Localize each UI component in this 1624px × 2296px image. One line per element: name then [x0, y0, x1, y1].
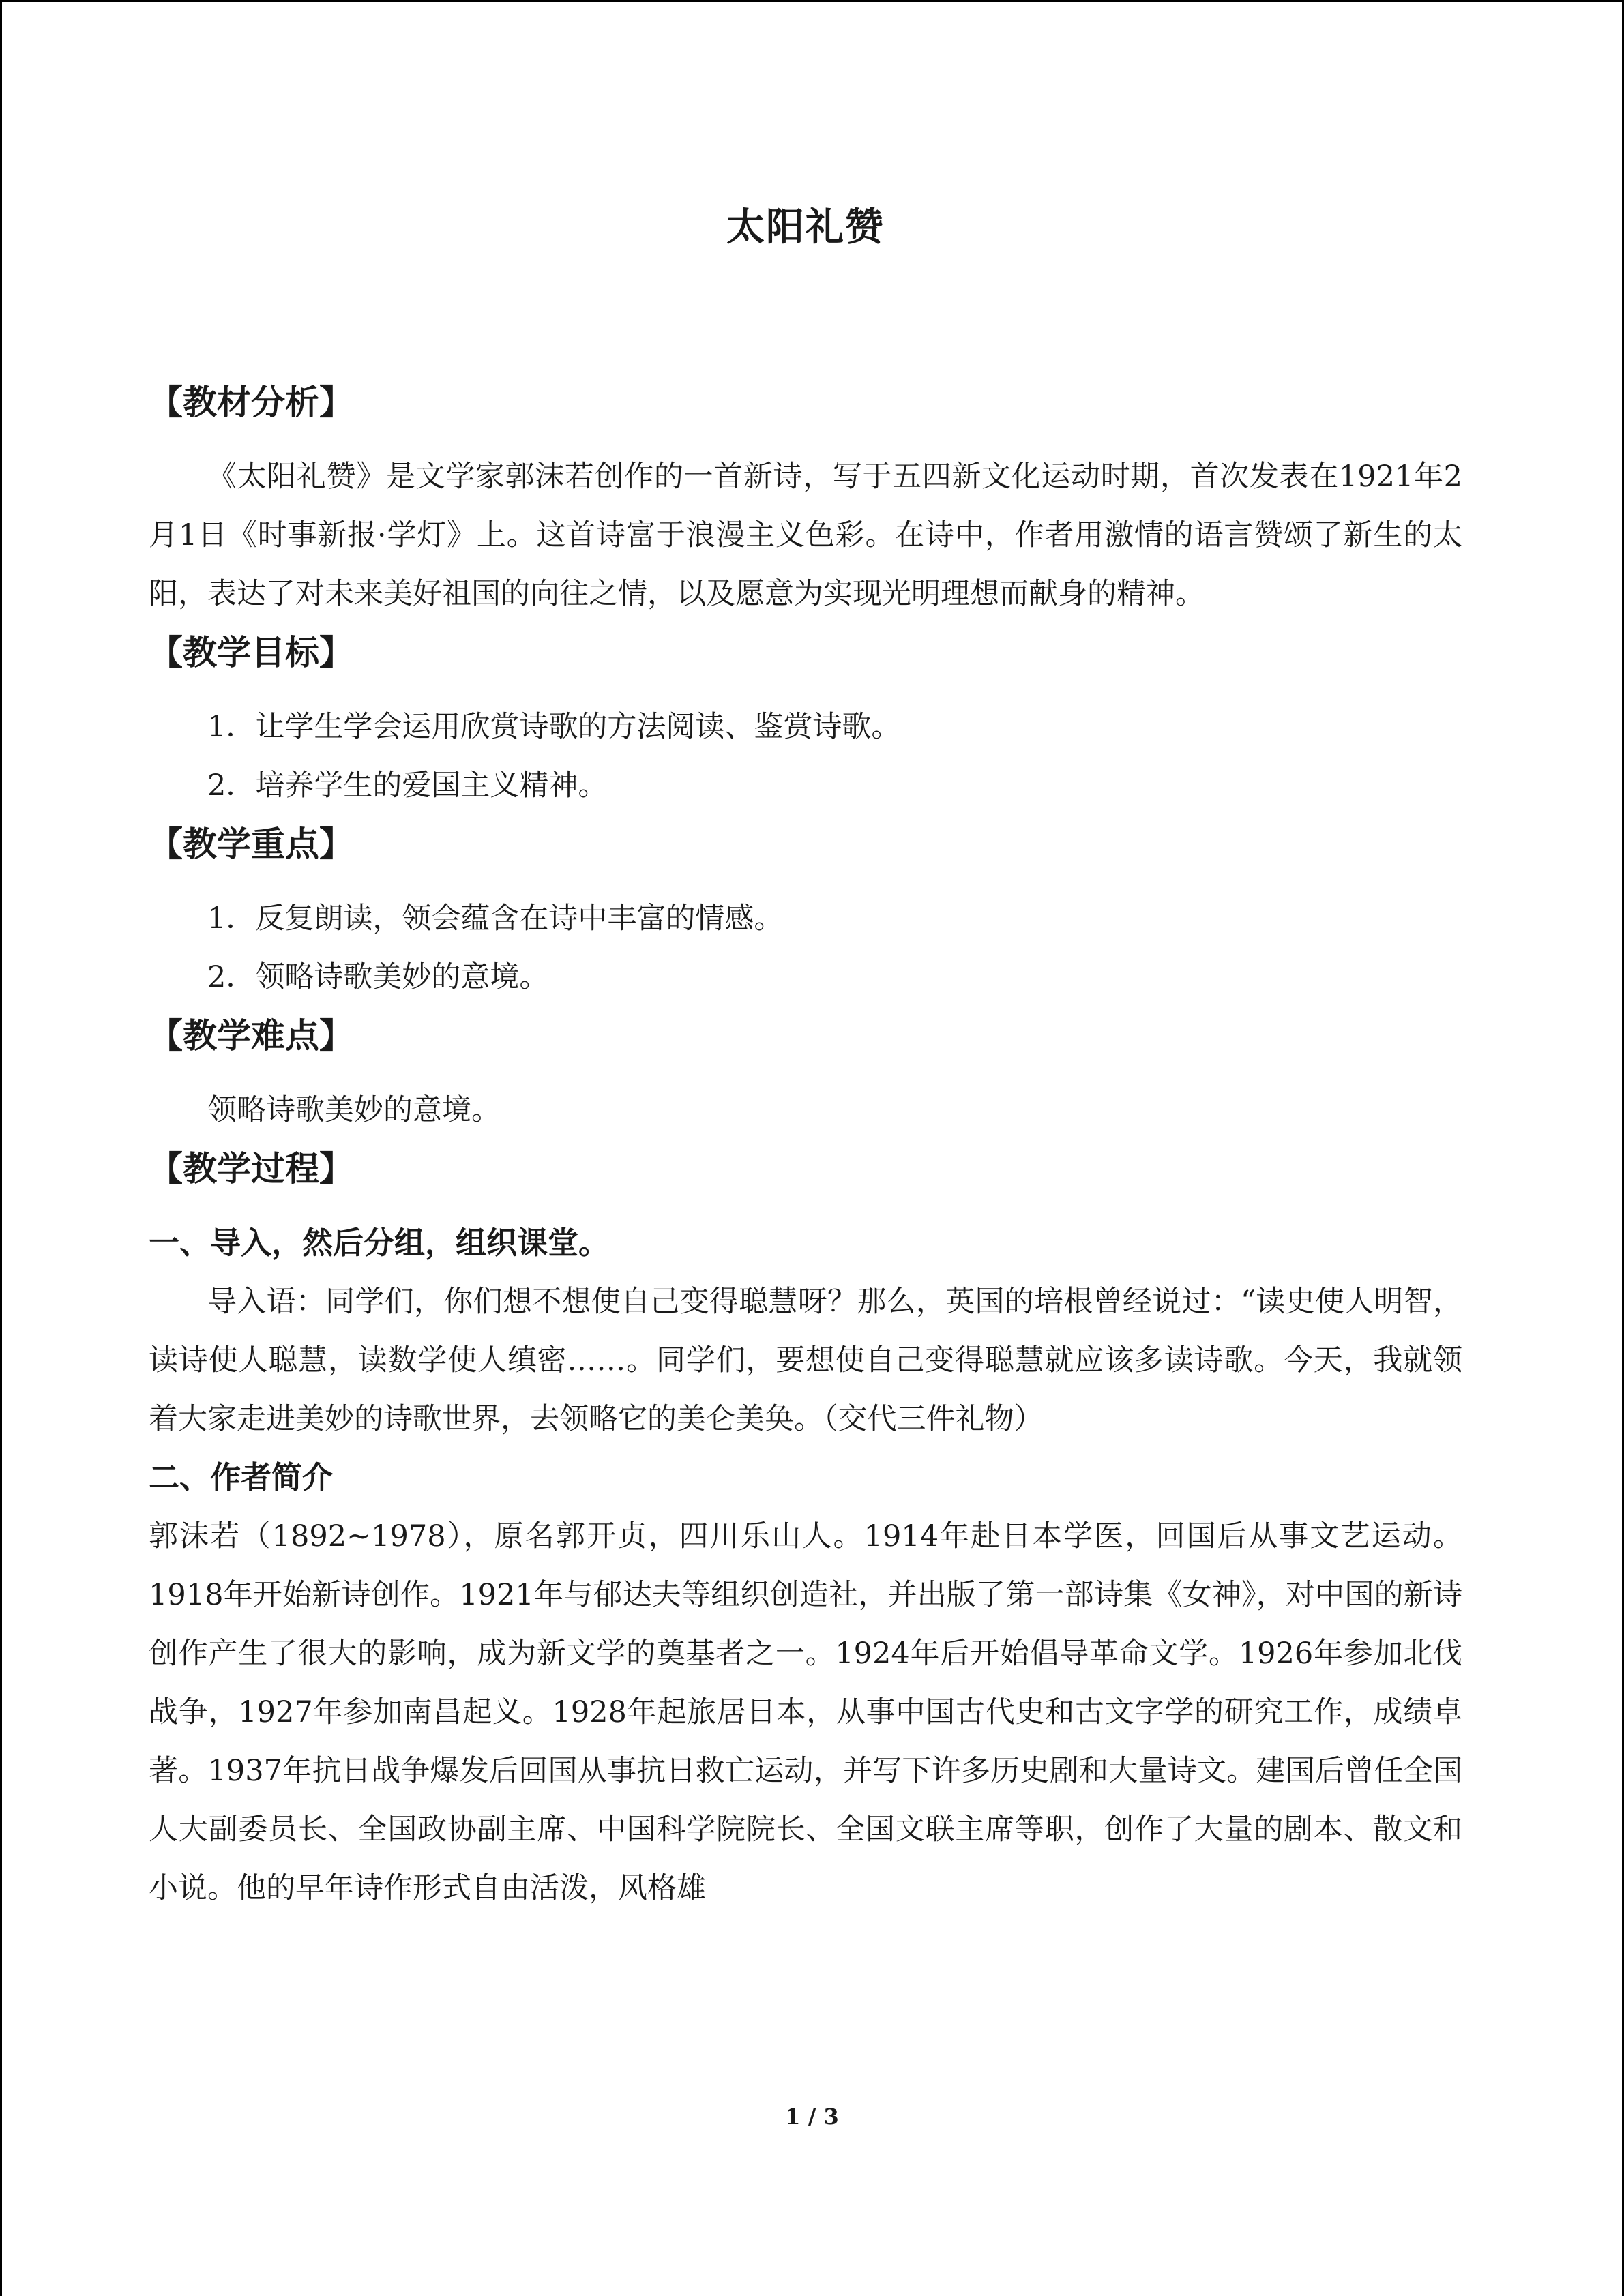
process-part1-text: 导入语：同学们，你们想不想使自己变得聪慧呀？那么，英国的培根曾经说过：“读史使人明智，读诗使人聪慧，读数学使人缜密……。同学们，要想使自己变得聪慧就应该多读诗歌。今天，我就领着大家走进美妙的诗歌世界，去领略它的美仑美奂。（交代三件礼物）: [149, 1285, 1462, 1437]
heading-teaching-process: 【教学过程】: [149, 1148, 353, 1189]
goal-item-1: 1．让学生学会运用欣赏诗歌的方法阅读、鉴赏诗歌。: [207, 710, 901, 745]
analysis-paragraph: 《太阳礼赞》是文学家郭沫若创作的一首新诗，写于五四新文化运动时期，首次发表在1921年2月1日《时事新报·学灯》上。这首诗富于浪漫主义色彩。在诗中，作者用激情的语言赞颂了新生的太阳，表达了对未来美好祖国的向往之情，以及愿意为实现光明理想而献身的精神。: [149, 460, 1462, 612]
key-point-item-2: 2．领略诗歌美妙的意境。: [207, 960, 549, 995]
goal-item-2: 2．培养学生的爱国主义精神。: [207, 769, 608, 803]
heading-key-points: 【教学重点】: [149, 824, 353, 865]
process-part2-title: 二、作者简介: [149, 1459, 334, 1496]
page-title: 太阳礼赞: [726, 205, 885, 250]
process-part2-text: 郭沫若（1892~1978），原名郭开贞，四川乐山人。1914年赴日本学医，回国后从事文艺运动。1918年开始新诗创作。1921年与郁达夫等组织创造社，并出版了第一部诗集《女神》，对中国的新诗创作产生了很大的影响，成为新文学的奠基者之一。1924年后开始倡导革命文学。1926年参加北伐战争，1927年参加南昌起义。1928年起旅居日本，从事中国古代史和古文字学的研究工作，成绩卓著。1937年抗日战争爆发后回国从事抗日救亡运动，并写下许多历史剧和大量诗文。建国后曾任全国人大副委员长、全国政协副主席、中国科学院院长、全国文联主席等职，创作了大量的剧本、散文和小说。他的早年诗作形式自由活泼，风格雄: [149, 1519, 1462, 1906]
page-number: 1 / 3: [785, 2104, 839, 2130]
process-part1-title: 一、导入，然后分组，组织课堂。: [149, 1225, 610, 1262]
heading-difficulties: 【教学难点】: [149, 1015, 353, 1056]
key-point-item-1: 1．反复朗读，领会蕴含在诗中丰富的情感。: [207, 901, 784, 936]
difficulties-paragraph: 领略诗歌美妙的意境。: [207, 1093, 501, 1128]
document-body: [149, 205, 1462, 1924]
heading-textbook-analysis: 【教材分析】: [149, 382, 353, 423]
heading-teaching-goals: 【教学目标】: [149, 632, 353, 673]
